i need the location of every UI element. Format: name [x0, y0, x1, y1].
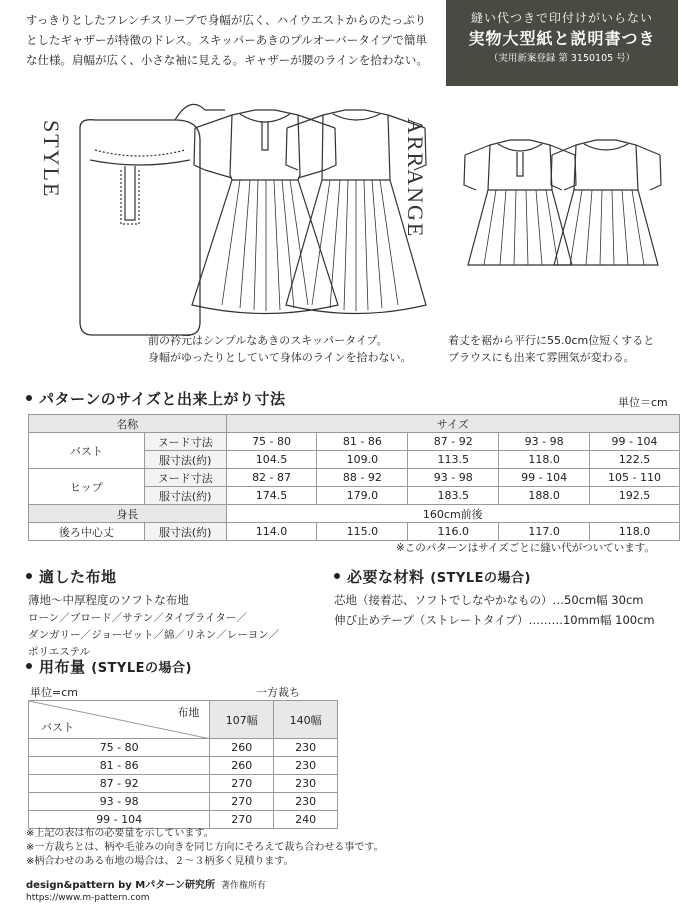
bullet-icon	[334, 573, 340, 579]
table-row	[29, 739, 338, 757]
table-cell: 270	[210, 811, 274, 829]
table-cell: 93 - 98	[499, 433, 590, 451]
header-size: サイズ	[226, 415, 679, 433]
table-cell: 179.0	[317, 487, 408, 505]
dress-illustrations	[0, 100, 700, 370]
row-label-back-length: 後ろ中心丈	[29, 523, 145, 541]
materials-section-title: 必要な材料 (STYLEの場合)	[334, 566, 531, 587]
size-section-title: パターンのサイズと出来上がり寸法	[26, 388, 286, 409]
style-caption	[148, 332, 412, 366]
table-cell: 87 - 92	[29, 775, 210, 793]
yardage-unit: 単位=cm	[30, 686, 78, 699]
credit-line	[26, 876, 266, 891]
table-cell: 270	[210, 775, 274, 793]
table-cell: 115.0	[317, 523, 408, 541]
caption-line: ブラウスにも出来て雰囲気が変わる。	[448, 351, 635, 364]
yardage-section-title: 用布量 (STYLEの場合)	[26, 656, 192, 677]
badge-line2: 実物大型紙と説明書つき	[468, 29, 656, 48]
row-label-height: 身長	[29, 505, 227, 523]
badge-line3: （実用新案登録 第 3150105 号）	[488, 53, 636, 64]
table-row	[29, 523, 680, 541]
table-cell: 192.5	[590, 487, 680, 505]
table-row	[29, 775, 338, 793]
table-cell: 122.5	[590, 451, 680, 469]
row-label-bust: バスト	[29, 433, 145, 469]
yardage-notes	[26, 827, 384, 869]
bullet-icon	[26, 395, 32, 401]
sub-label: ヌード寸法	[144, 433, 226, 451]
sub-label: 服寸法(約)	[144, 451, 226, 469]
table-row	[29, 469, 680, 487]
bullet-icon	[26, 573, 32, 579]
table-cell: 81 - 86	[29, 757, 210, 775]
table-cell: 93 - 98	[29, 793, 210, 811]
yardage-cut-type: 一方裁ち	[256, 686, 300, 699]
note-line: ※一方裁ちとは、柄や毛並みの向きを同じ方向にそろえて裁ち合わせる事です。	[26, 842, 384, 853]
fabric-line: 薄地〜中厚程度のソフトな布地	[28, 593, 189, 607]
table-cell: 118.0	[499, 451, 590, 469]
fabric-section-title: 適した布地	[26, 566, 117, 587]
header-fabric: 布地	[177, 706, 200, 719]
table-cell: 260	[210, 739, 274, 757]
fabric-line: ローン／ブロード／サテン／タイプライター／	[28, 612, 247, 624]
bullet-icon	[26, 663, 32, 669]
fabric-list	[28, 590, 279, 661]
table-cell: 230	[274, 757, 338, 775]
table-cell: 160cm前後	[226, 505, 679, 523]
header-diagonal-cell	[29, 701, 210, 739]
table-cell: 188.0	[499, 487, 590, 505]
fabric-line: ポリエステル	[28, 646, 91, 658]
table-cell: 88 - 92	[317, 469, 408, 487]
arrange-caption	[448, 332, 654, 366]
caption-line: 身幅がゆったりとしていて身体のラインを拾わない。	[148, 351, 412, 364]
intro-line: としたギャザーが特徴のドレス。スキッパーあきのプルオーバータイプで簡単	[26, 33, 428, 47]
table-row	[29, 811, 338, 829]
intro-line: すっきりとしたフレンチスリーブで身幅が広く、ハイウエストからのたっぷり	[26, 13, 427, 27]
table-cell: 117.0	[499, 523, 590, 541]
material-line: 伸び止めテープ（ストレートタイプ）………10mm幅 100cm	[334, 613, 655, 627]
note-line: ※上記の表は布の必要量を示しています。	[26, 828, 214, 839]
material-line: 芯地（接着芯、ソフトでしなやかなもの）…50cm幅 30cm	[334, 593, 644, 607]
table-row	[29, 793, 338, 811]
table-row	[29, 433, 680, 451]
caption-line: 着丈を裾から平行に55.0cm位短くすると	[448, 334, 655, 347]
header-width-107: 107幅	[210, 701, 274, 739]
table-cell: 99 - 104	[499, 469, 590, 487]
header-bust: バスト	[41, 721, 74, 734]
arrange-label: ARRANGE	[403, 118, 428, 239]
table-cell: 114.0	[226, 523, 317, 541]
header-width-140: 140幅	[274, 701, 338, 739]
style-label: STYLE	[39, 120, 64, 199]
table-cell: 81 - 86	[317, 433, 408, 451]
table-row	[29, 757, 338, 775]
table-cell: 230	[274, 775, 338, 793]
sub-label: 服寸法(約)	[144, 487, 226, 505]
table-cell: 230	[274, 793, 338, 811]
table-cell: 116.0	[408, 523, 499, 541]
credit-text: design&pattern by Mパターン研究所	[26, 880, 216, 891]
table-cell: 99 - 104	[590, 433, 680, 451]
row-label-hip: ヒップ	[29, 469, 145, 505]
table-cell: 104.5	[226, 451, 317, 469]
table-row	[29, 701, 338, 739]
table-row	[29, 415, 680, 433]
intro-line: な仕様。肩幅が広く、小さな袖に見える。ギャザーが腰のラインを拾わない。	[26, 53, 428, 67]
size-note: ※このパターンはサイズごとに縫い代がついています。	[396, 542, 655, 554]
table-cell: 82 - 87	[226, 469, 317, 487]
table-row	[29, 505, 680, 523]
front-dress-illustration	[192, 110, 338, 314]
table-cell: 75 - 80	[29, 739, 210, 757]
header-name: 名称	[29, 415, 227, 433]
size-table	[28, 414, 680, 541]
table-cell: 99 - 104	[29, 811, 210, 829]
website-link[interactable]: https://www.m-pattern.com	[26, 893, 150, 903]
table-cell: 183.5	[408, 487, 499, 505]
copyright-text: 著作権所有	[221, 881, 267, 891]
note-line: ※柄合わせのある布地の場合は、２〜３柄多く見積ります。	[26, 856, 294, 867]
fabric-line: ダンガリー／ジョーゼット／綿／リネン／レーヨン／	[28, 629, 280, 641]
table-cell: 270	[210, 793, 274, 811]
table-cell: 260	[210, 757, 274, 775]
table-cell: 230	[274, 739, 338, 757]
table-cell: 93 - 98	[408, 469, 499, 487]
table-cell: 118.0	[590, 523, 680, 541]
sub-label: 服寸法(約)	[144, 523, 226, 541]
table-cell: 113.5	[408, 451, 499, 469]
table-cell: 109.0	[317, 451, 408, 469]
pattern-badge	[446, 0, 678, 86]
size-unit: 単位＝cm	[618, 396, 668, 409]
table-cell: 240	[274, 811, 338, 829]
table-cell: 105 - 110	[590, 469, 680, 487]
table-cell: 87 - 92	[408, 433, 499, 451]
yardage-table	[28, 700, 338, 829]
table-cell: 75 - 80	[226, 433, 317, 451]
badge-line1: 縫い代つきで印付けがいらない	[470, 11, 653, 25]
intro-text	[26, 10, 446, 70]
neckline-detail-illustration	[80, 104, 225, 335]
sub-label: ヌード寸法	[144, 469, 226, 487]
caption-line: 前の衿元はシンプルなあきのスキッパータイプ。	[148, 334, 388, 347]
materials-list	[334, 590, 655, 630]
table-cell: 174.5	[226, 487, 317, 505]
